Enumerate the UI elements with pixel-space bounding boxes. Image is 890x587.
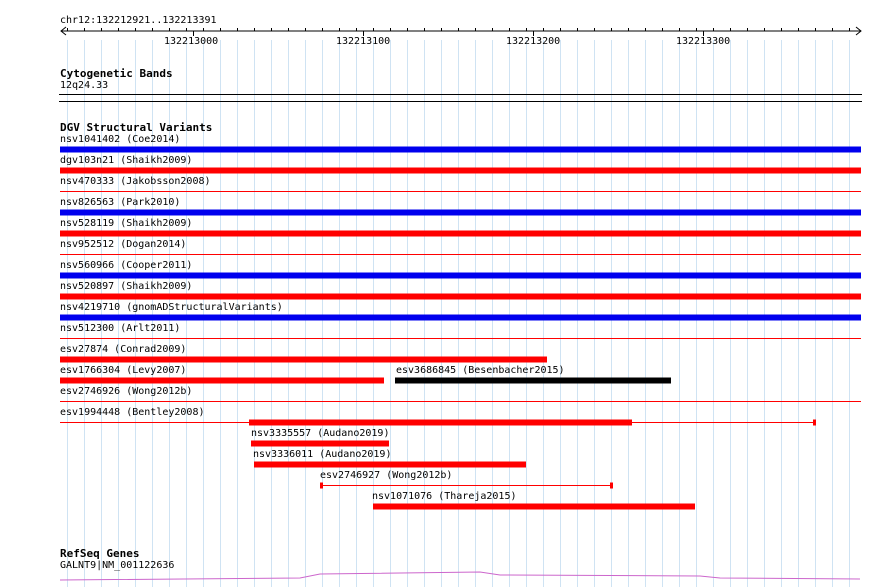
feature-label-nsv3335557[interactable]: nsv3335557 (Audano2019) [251,428,390,439]
feature-label-nsv470333[interactable]: nsv470333 (Jakobsson2008) [60,176,211,187]
variant-bar-nsv560966[interactable] [60,273,861,279]
refseq-gene-line[interactable] [60,572,860,580]
variant-bar-esv1994448[interactable] [249,420,632,426]
feature-label-nsv560966[interactable]: nsv560966 (Cooper2011) [60,260,193,271]
feature-label-esv27874[interactable]: esv27874 (Conrad2009) [60,344,187,355]
feature-label-esv3686845[interactable]: esv3686845 (Besenbacher2015) [396,365,565,376]
cytoband-track-lines [59,95,862,102]
feature-label-esv1994448[interactable]: esv1994448 (Bentley2008) [60,407,205,418]
variant-bar-nsv1041402[interactable] [60,147,861,153]
variant-bar-nsv4219710[interactable] [60,315,861,321]
variant-bar-nsv3335557[interactable] [251,441,389,447]
variant-bar-dgv103n21[interactable] [60,168,861,174]
feature-label-esv1766304[interactable]: esv1766304 (Levy2007) [60,365,187,376]
position-ruler[interactable] [61,27,861,36]
variant-bar-nsv520897[interactable] [60,294,861,300]
variant-bar-esv3686845[interactable] [395,378,671,384]
variant-bar-esv27874[interactable] [60,357,547,363]
dgv-track-title[interactable]: DGV Structural Variants [60,121,213,134]
feature-label-nsv952512[interactable]: nsv952512 (Dogan2014) [60,239,187,250]
feature-label-nsv520897[interactable]: nsv520897 (Shaikh2009) [60,281,193,292]
feature-label-esv2746926[interactable]: esv2746926 (Wong2012b) [60,386,193,397]
tick-label: 132213000 [164,36,219,47]
cytoband-track-title[interactable]: Cytogenetic Bands [60,67,173,80]
variant-bar-nsv528119[interactable] [60,231,861,237]
variant-bar-nsv3336011[interactable] [254,462,526,468]
variant-bar-esv1766304[interactable] [60,378,384,384]
variant-bar-esv2746927-cap [610,483,613,489]
refseq-track-title[interactable]: RefSeq Genes [60,547,140,560]
variant-bar-nsv1071076[interactable] [373,504,695,510]
refseq-gene-label[interactable]: GALNT9|NM_001122636 [60,560,175,571]
variant-bar-esv2746927-cap [320,483,323,489]
feature-label-esv2746927[interactable]: esv2746927 (Wong2012b) [320,470,453,481]
tick-label: 132213200 [506,36,561,47]
tick-label: 132213100 [336,36,391,47]
feature-label-nsv1071076[interactable]: nsv1071076 (Thareja2015) [372,491,517,502]
feature-label-dgv103n21[interactable]: dgv103n21 (Shaikh2009) [60,155,193,166]
tick-label: 132213300 [676,36,731,47]
feature-label-nsv826563[interactable]: nsv826563 (Park2010) [60,197,181,208]
region-label: chr12:132212921..132213391 [60,15,217,26]
feature-label-nsv528119[interactable]: nsv528119 (Shaikh2009) [60,218,193,229]
feature-label-nsv4219710[interactable]: nsv4219710 (gnomADStructuralVariants) [60,302,283,313]
feature-label-nsv3336011[interactable]: nsv3336011 (Audano2019) [253,449,392,460]
cytoband-name[interactable]: 12q24.33 [60,80,109,91]
variant-bar-esv1994448-cap [813,420,816,426]
variant-bar-nsv826563[interactable] [60,210,861,216]
feature-label-nsv1041402[interactable]: nsv1041402 (Coe2014) [60,134,181,145]
feature-label-nsv512300[interactable]: nsv512300 (Arlt2011) [60,323,181,334]
